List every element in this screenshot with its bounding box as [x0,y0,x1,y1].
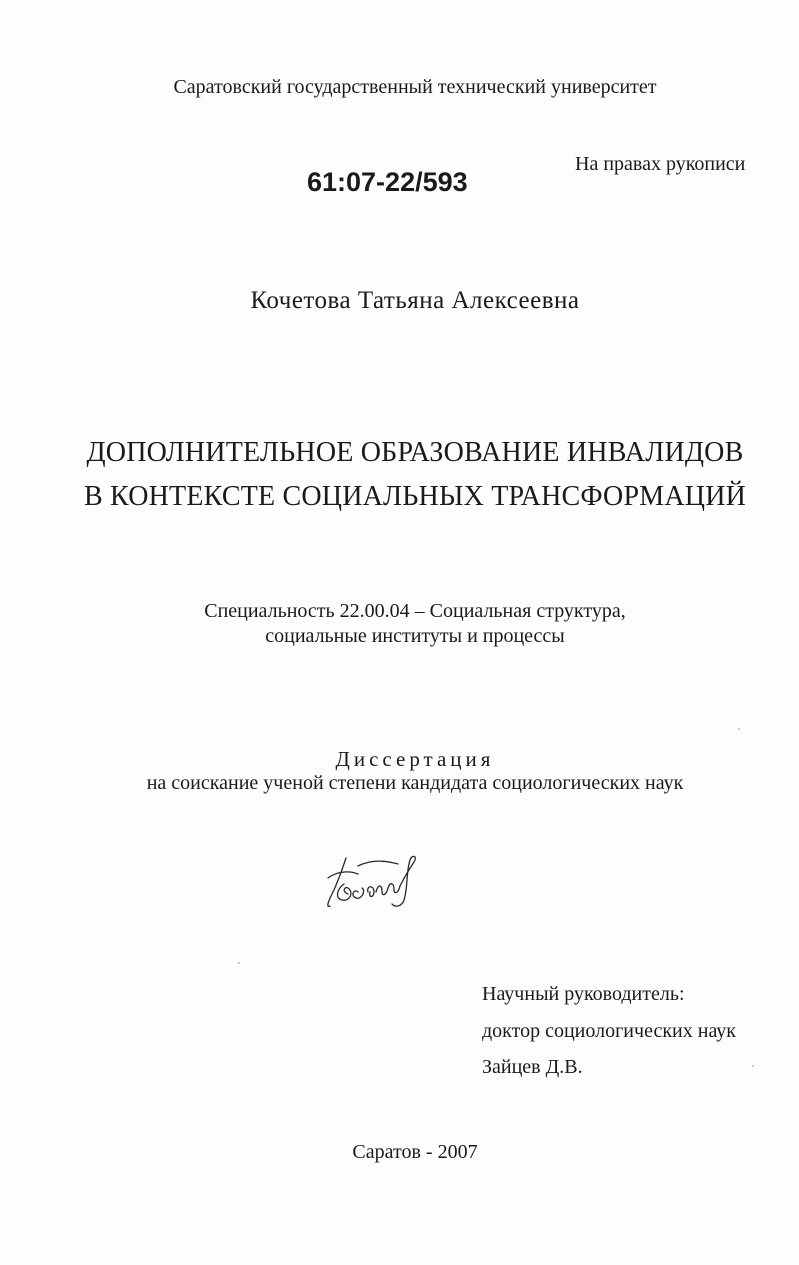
author-name: Кочетова Татьяна Алексеевна [250,287,580,314]
thesis-title-line-1: ДОПОЛНИТЕЛЬНОЕ ОБРАЗОВАНИЕ ИНВАЛИДОВ [86,437,744,468]
advisor-degree: доктор социологических наук [482,1020,737,1042]
dissertation-heading: Диссертация [335,747,495,771]
specialty-line-1: Специальность 22.00.04 – Социальная структура, [204,600,626,622]
rights-notice: На правах рукописи [575,153,746,175]
scan-speck [752,1065,754,1067]
scan-speck [238,962,240,964]
city-year: Саратов - 2007 [352,1141,478,1163]
advisor-name: Зайцев Д.В. [482,1056,583,1078]
dissertation-subtitle: на соискание ученой степени кандидата социологических наук [146,772,684,794]
thesis-title-line-2: В КОНТЕКСТЕ СОЦИАЛЬНЫХ ТРАНСФОРМАЦИЙ [83,481,747,512]
catalog-number: 61:07-22/593 [307,167,468,197]
university-name: Саратовский государственный технический университет [173,76,657,98]
specialty-line-2: социальные институты и процессы [265,625,565,647]
advisor-label: Научный руководитель: [482,983,685,1005]
handwritten-signature [318,848,428,918]
scan-speck [738,728,740,730]
